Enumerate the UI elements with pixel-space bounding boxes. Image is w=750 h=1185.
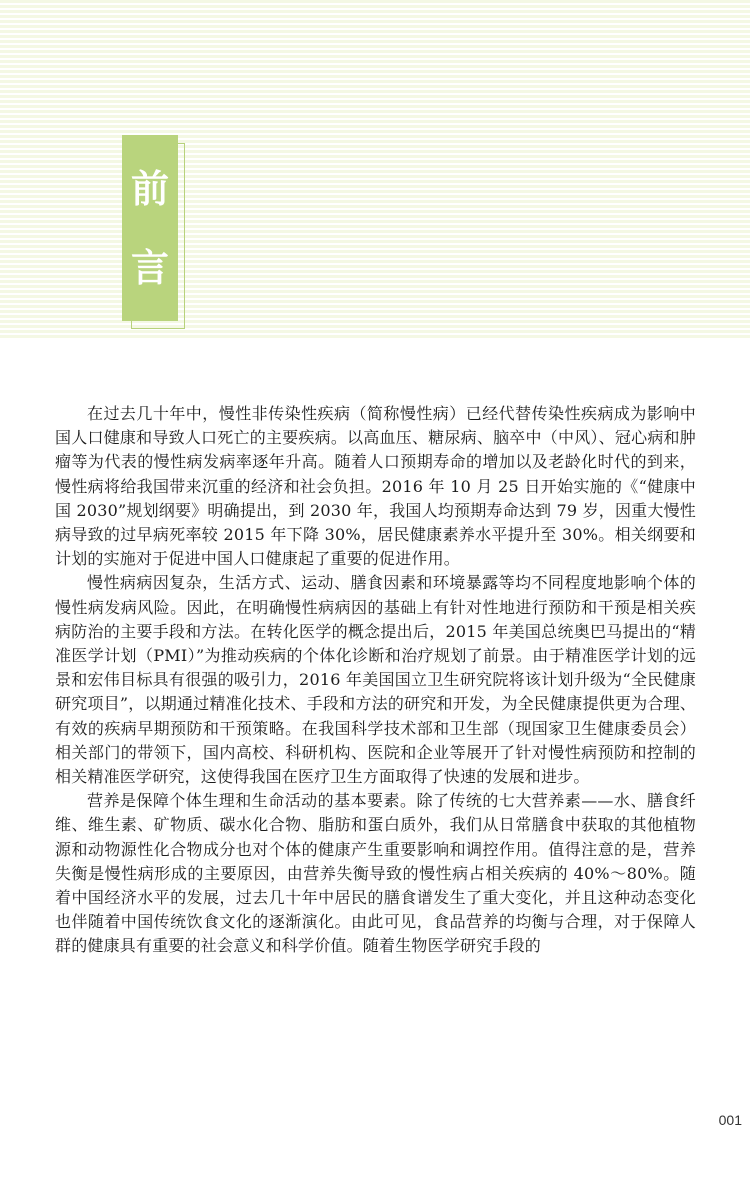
paragraph-1: 在过去几十年中，慢性非传染性疾病（简称慢性病）已经代替传染性疾病成为影响中国人口健康和导致人口死亡的主要疾病。以高血压、糖尿病、脑卒中（中风）、冠心病和肿瘤等为代表的慢性病发病率逐年升高。随着人口预期寿命的增加以及老龄化时代的到来，慢性病将给我国带来沉重的经济和社会负担。2016 年 10 月 25 日开始实施的《“健康中国 2030”规划纲要》明确提出，到 2030 年，我国人均预期寿命达到 79 岁，因重大慢性病导致的过早病死率较 2015 年下降 30%，居民健康素养水平提升至 30%。相关纲要和计划的实施对于促进中国人口健康起了重要的促进作用。: [55, 404, 696, 569]
chapter-title-char-2: 言: [130, 244, 169, 290]
body-text: [55, 402, 696, 959]
page-number: 001: [718, 1112, 742, 1128]
paragraph-3: 营养是保障个体生理和生命活动的基本要素。除了传统的七大营养素——水、膳食纤维、维生素、矿物质、碳水化合物、脂肪和蛋白质外，我们从日常膳食中获取的其他植物源和动物源性化合物成分也对个体的健康产生重要影响和调控作用。值得注意的是，营养失衡是慢性病形成的主要原因，由营养失衡导致的慢性病占相关疾病的 40%～80%。随着中国经济水平的发展，过去几十年中居民的膳食谱发生了重大变化，并且这种动态变化也伴随着中国传统饮食文化的逐渐演化。由此可见，食品营养的均衡与合理，对于保障人群的健康具有重要的社会意义和科学价值。随着生物医学研究手段的: [55, 791, 696, 956]
chapter-title-box: [122, 135, 178, 321]
header-band: [0, 0, 750, 340]
paragraph-2: 慢性病病因复杂，生活方式、运动、膳食因素和环境暴露等均不同程度地影响个体的慢性病发病风险。因此，在明确慢性病病因的基础上有针对性地进行预防和干预是相关疾病防治的主要手段和方法。在转化医学的概念提出后，2015 年美国总统奥巴马提出的“精准医学计划（PMI）”为推动疾病的个体化诊断和治疗规划了前景。由于精准医学计划的远景和宏伟目标具有很强的吸引力，2016 年美国国立卫生研究院将该计划升级为“全民健康研究项目”，以期通过精准化技术、手段和方法的研究和开发，为全民健康提供更为合理、有效的疾病早期预防和干预策略。在我国科学技术部和卫生部（现国家卫生健康委员会）相关部门的带领下，国内高校、科研机构、医院和企业等展开了针对慢性病预防和控制的相关精准医学研究，这使得我国在医疗卫生方面取得了快速的发展和进步。: [55, 573, 696, 787]
chapter-title-char-1: 前: [130, 165, 169, 211]
